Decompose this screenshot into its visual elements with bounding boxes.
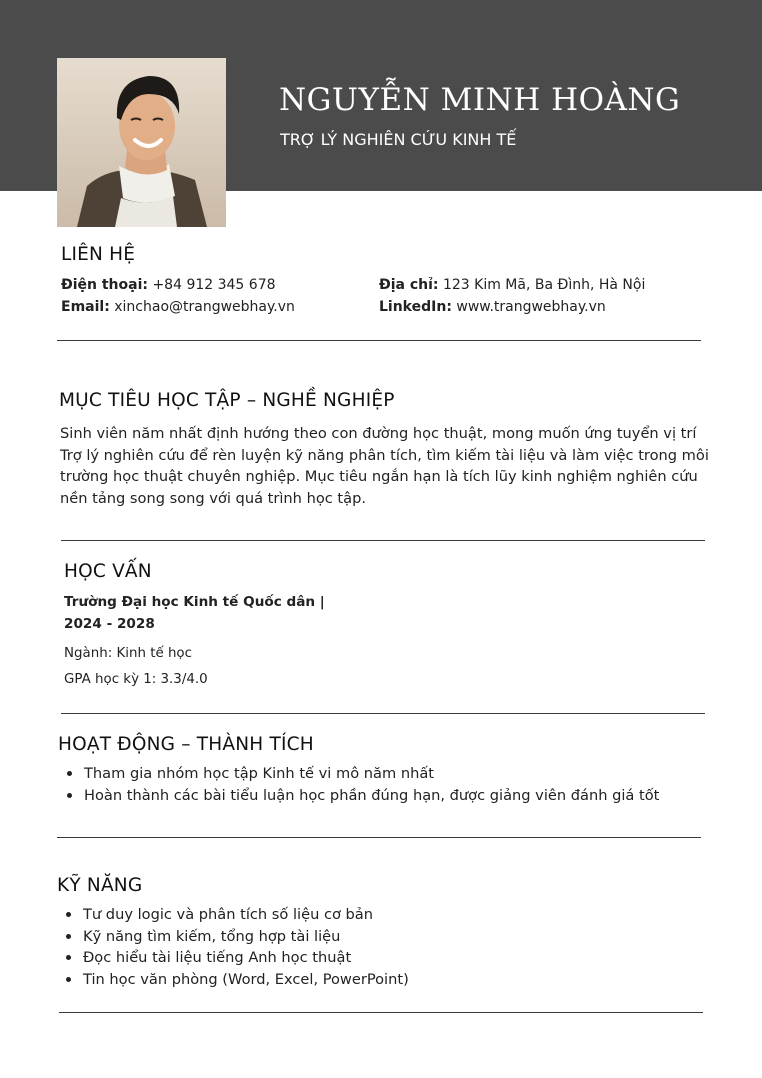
bullet-icon — [66, 934, 71, 939]
bullet-icon — [66, 955, 71, 960]
activities-section-title: HOẠT ĐỘNG – THÀNH TÍCH — [58, 734, 314, 755]
skills-section-title: KỸ NĂNG — [57, 875, 143, 896]
objective-section-title: MỤC TIÊU HỌC TẬP – NGHỀ NGHIỆP — [59, 390, 395, 411]
contact-section-title: LIÊN HỆ — [61, 244, 136, 265]
email-value: xinchao@trangwebhay.vn — [114, 299, 295, 315]
linkedin-value: www.trangwebhay.vn — [456, 299, 606, 315]
profile-photo — [57, 58, 226, 227]
email-label: Email: — [61, 299, 110, 315]
address-info — [379, 277, 645, 293]
list-item: Hoàn thành các bài tiểu luận học phần đúng hạn, được giảng viên đánh giá tốt — [58, 785, 659, 807]
list-item: Tham gia nhóm học tập Kinh tế vi mô năm nhất — [58, 763, 659, 785]
list-item: Tin học văn phòng (Word, Excel, PowerPoint) — [57, 969, 409, 991]
divider — [61, 540, 705, 541]
candidate-name: NGUYỄN MINH HOÀNG — [279, 82, 681, 118]
divider — [57, 837, 701, 838]
phone-label: Điện thoại: — [61, 277, 148, 293]
divider — [57, 340, 701, 341]
list-item: Kỹ năng tìm kiếm, tổng hợp tài liệu — [57, 926, 409, 948]
bullet-icon — [67, 771, 72, 776]
address-label: Địa chỉ: — [379, 277, 439, 293]
objective-text: Sinh viên năm nhất định hướng theo con đường học thuật, mong muốn ứng tuyển vị trí Trợ lý nghiên cứu để rèn luyện kỹ năng phân tích, tìm kiếm tài liệu và làm việc trong môi trường học thuật chuyên nghiệp. Mục tiêu ngắn hạn là tích lũy kinh nghiệm nghiên cứu nền tảng song song với quá trình học tập. — [60, 425, 709, 507]
bullet-icon — [66, 977, 71, 982]
divider — [59, 1012, 703, 1013]
bullet-icon — [66, 912, 71, 917]
candidate-role: TRỢ LÝ NGHIÊN CỨU KINH TẾ — [280, 130, 517, 149]
address-value: 123 Kim Mã, Ba Đình, Hà Nội — [442, 277, 646, 293]
email-info — [61, 299, 295, 315]
bullet-icon — [67, 793, 72, 798]
phone-info — [61, 277, 276, 293]
portrait-image — [57, 58, 226, 227]
divider — [61, 713, 705, 714]
phone-value: +84 912 345 678 — [152, 277, 276, 293]
activities-list — [58, 763, 659, 806]
list-item: Tư duy logic và phân tích số liệu cơ bản — [57, 904, 409, 926]
education-gpa: GPA học kỳ 1: 3.3/4.0 — [64, 672, 208, 687]
skills-list — [57, 904, 409, 990]
education-major: Ngành: Kinh tế học — [64, 646, 192, 661]
list-item: Đọc hiểu tài liệu tiếng Anh học thuật — [57, 947, 409, 969]
education-school: Trường Đại học Kinh tế Quốc dân | 2024 - 2028 — [64, 594, 325, 632]
linkedin-info — [379, 299, 606, 315]
education-section-title: HỌC VẤN — [64, 561, 152, 582]
linkedin-label: LinkedIn: — [379, 299, 452, 315]
